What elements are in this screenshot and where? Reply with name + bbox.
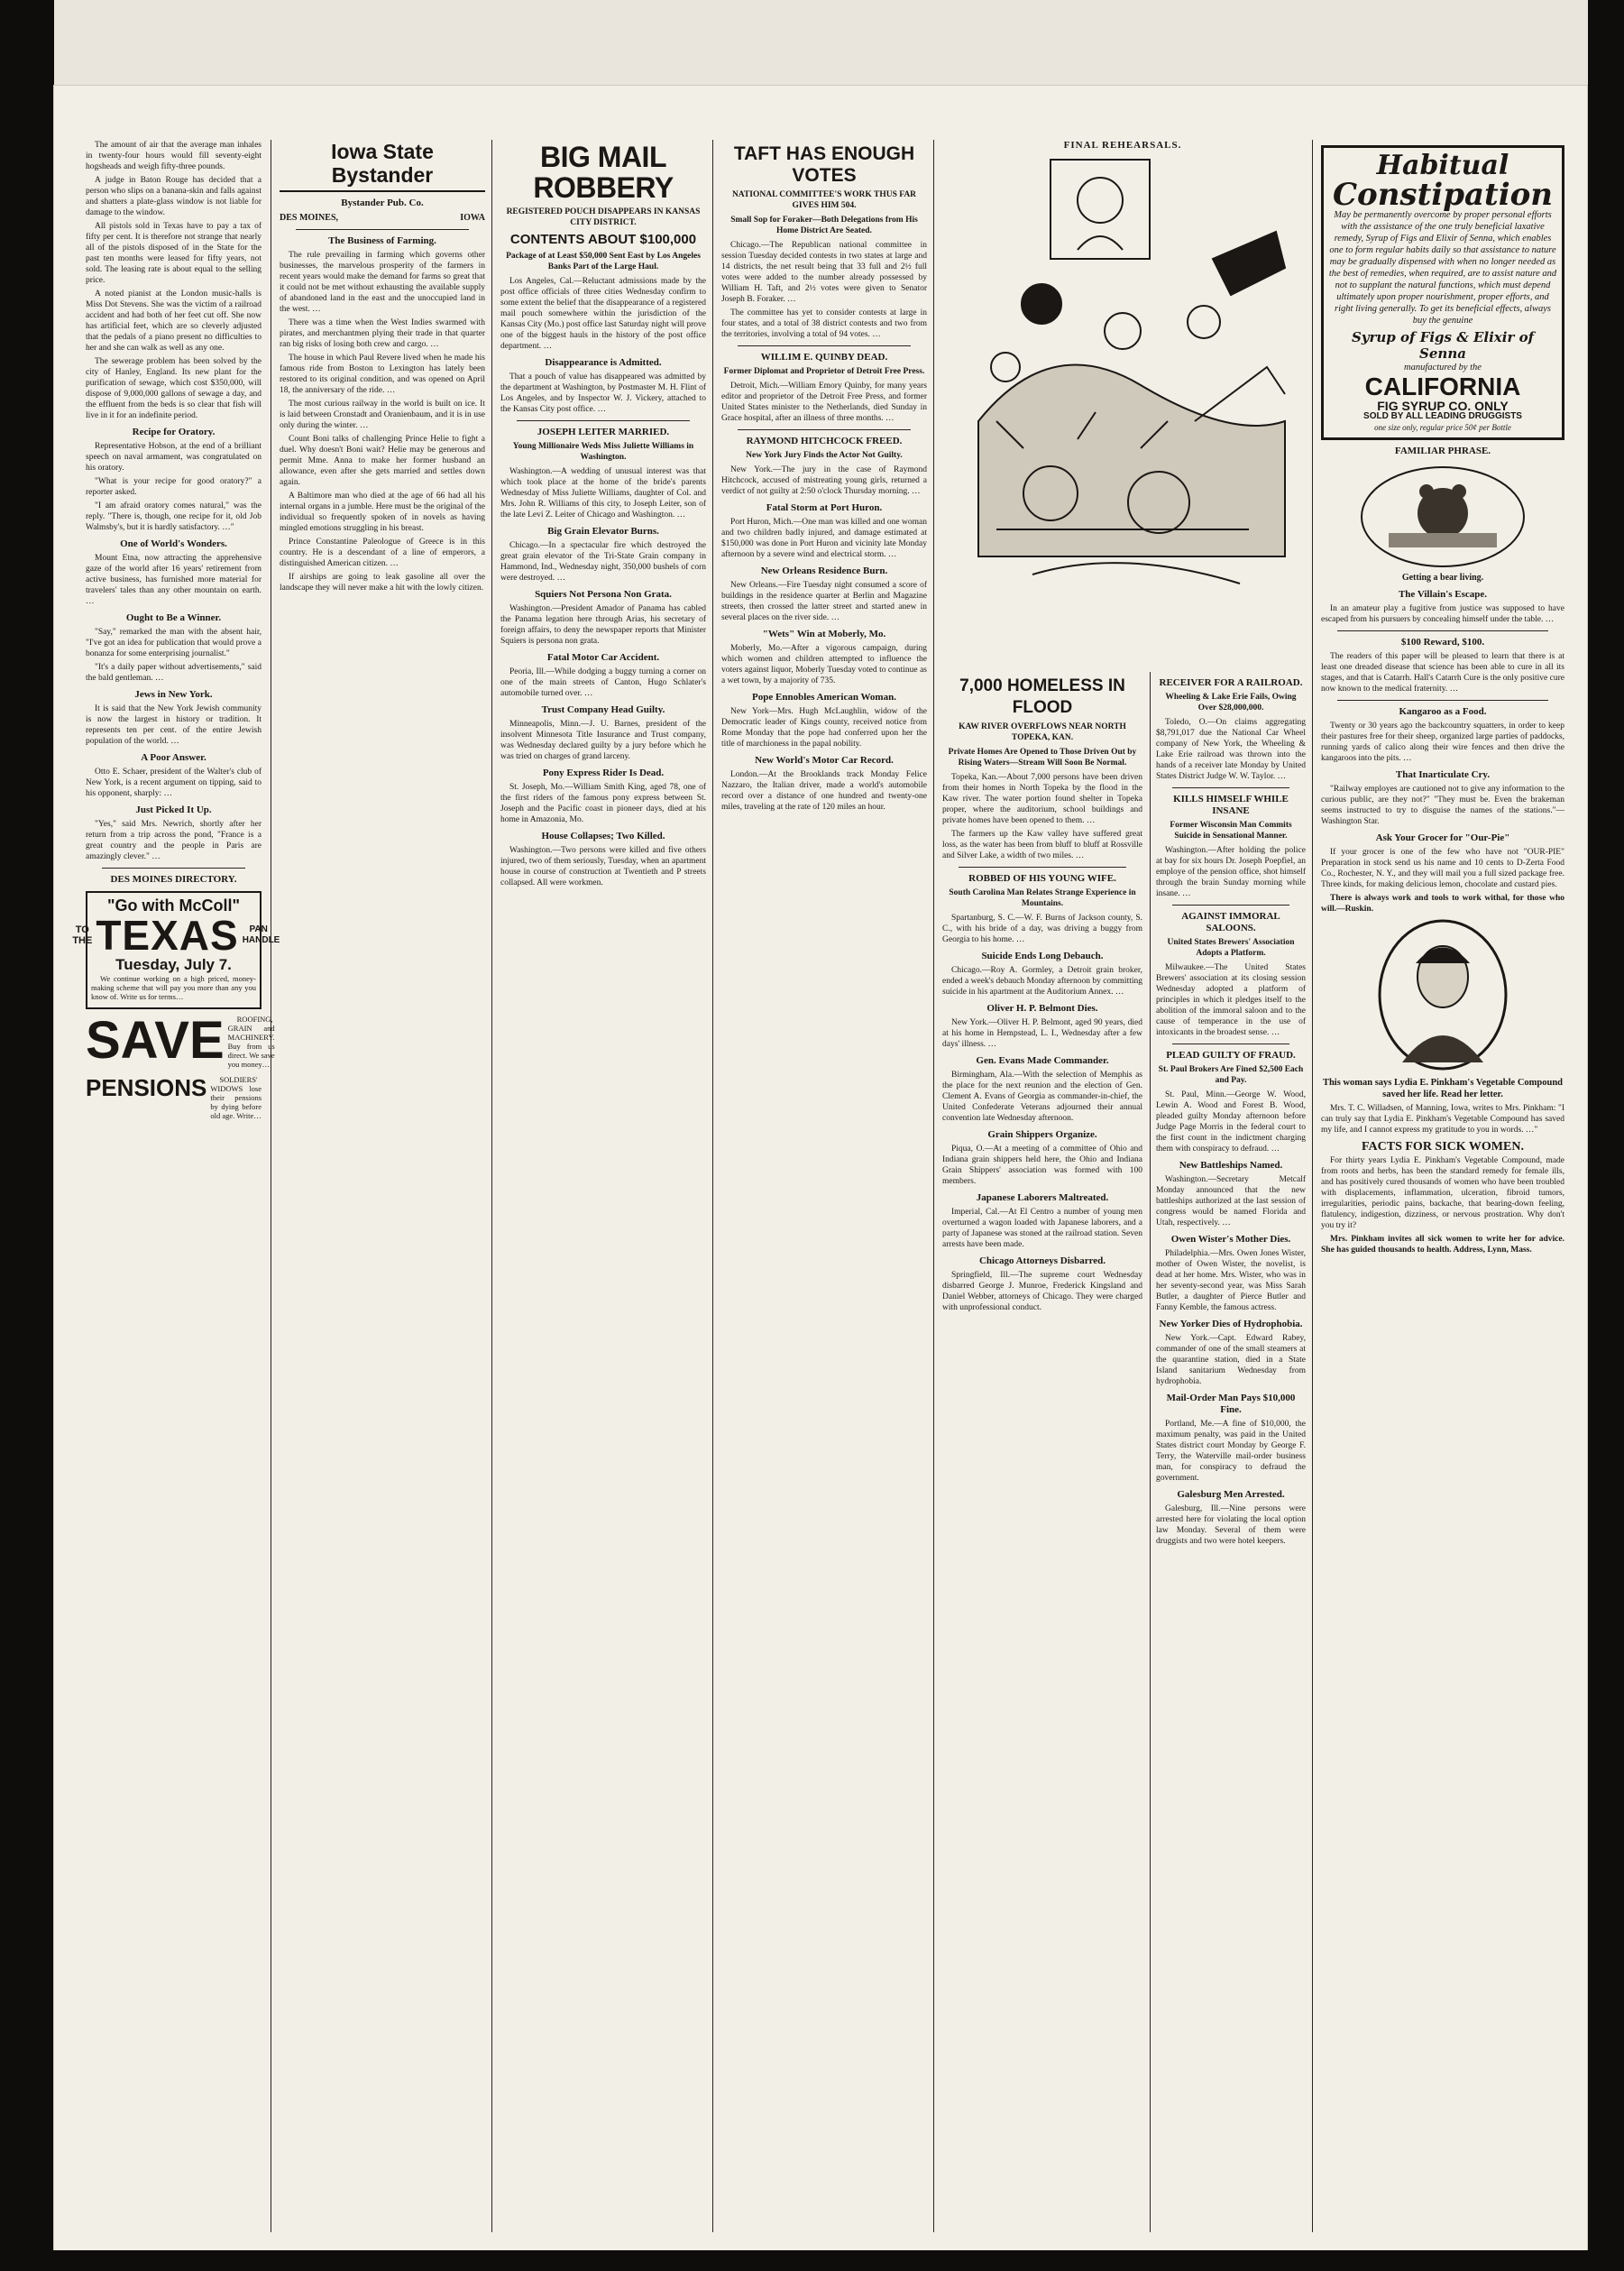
paragraph: Galesburg, Ill.—Nine persons were arrested here for violating the local option law Monday. Several of them were druggists and two were hotel keepers. <box>1156 1504 1306 1546</box>
headline-motor-accident: Fatal Motor Car Accident. <box>546 652 660 663</box>
headline-house-collapse: House Collapses; Two Killed. <box>541 831 665 841</box>
headline-recipe: Recipe for Oratory. <box>132 427 216 437</box>
headline-pinkham: This woman says Lydia E. Pinkham's Vegetable Compound saved her life. Read her letter. <box>1322 1078 1564 1099</box>
subhead: Young Millionaire Weds Miss Juliette Williams in Washington. <box>512 442 694 462</box>
separator <box>1337 700 1548 701</box>
paragraph: New York—Mrs. Hugh McLaughlin, widow of the Democratic leader of Kings county, received notice from Rome Monday that the pope had conferred upon her the title of marchioness in the papal nobility. <box>721 707 927 749</box>
paragraph: The rule prevailing in farming which governs other businesses, the marvelous prosperity of the farmers in recent years would make the demand for farms so great that it could not be met without exhausting the available supply of abandoned land in the east and the unoccupied land in the west. … <box>280 251 485 314</box>
paragraph: Topeka, Kan.—About 7,000 persons have been driven from their homes in North Topeka by the flood in the Kaw river. The water portion found shelter in Topeka proper, where the auditorium, school buildings and private homes have been opened to them. … <box>942 773 1142 825</box>
separator <box>1172 905 1289 906</box>
headline-familiar-phrase: FAMILIAR PHRASE. <box>1394 446 1491 456</box>
headline-wister: Owen Wister's Mother Dies. <box>1170 1234 1291 1245</box>
ad-sold: SOLD BY ALL LEADING DRUGGISTS <box>1363 411 1522 421</box>
headline-galesburg: Galesburg Men Arrested. <box>1177 1489 1285 1500</box>
subhead: Wheeling & Lake Erie Fails, Owing Over $28,000,000. <box>1165 693 1297 713</box>
subhead: Small Sop for Foraker—Both Delegations from His Home District Are Seated. <box>730 216 918 235</box>
paragraph: The farmers up the Kaw valley have suffered great loss, as the water has been from bluff to bluff at Rossville and Silver Lake, a width of two miles. … <box>942 830 1142 860</box>
paragraph: Washington.—Secretary Metcalf Monday announced that the new battleships authorized at the last session of congress would be named Florida and Utah, respectively. … <box>1156 1175 1306 1227</box>
paragraph: There was a time when the West Indies swarmed with pirates, and merchantmen plying their trade in that quarter ran big risks of losing both crew and cargo. … <box>280 318 485 349</box>
portrait-illustration <box>1375 918 1510 1071</box>
headline-receiver: RECEIVER FOR A RAILROAD. <box>1159 677 1303 688</box>
headline-japanese: Japanese Laborers Maltreated. <box>976 1192 1109 1203</box>
paragraph: For thirty years Lydia E. Pinkham's Vegetable Compound, made from roots and herbs, has been the standard remedy for female ills, and has positively cured thousands of women who have been troubled with displacements, inflammation, ulceration, fibroid tumors, irregularities, periodic pains, backache, that bearing-down feeling, flatulency, indigestion, dizziness, or nervous prostration. Why don't you try it? <box>1321 1156 1564 1230</box>
paragraph: Minneapolis, Minn.—J. U. Barnes, president of the insolvent Minnesota Title Insurance and Trust company, was Wednesday declared guilty by a jury before which he was tried on charges of grand larceny. <box>500 720 706 761</box>
paragraph: Washington.—A wedding of unusual interest was that which took place at the home of the bride's parents Wednesday of Miss Juliette Williams, daughter of Col. and Mrs. John R. Williams of this city, to Joseph Leiter, son of the late Levi Z. Leiter of Chicago and Washington. … <box>500 467 706 519</box>
paragraph: The sewerage problem has been solved by the city of Hanley, England. Its new plant for the purification of sewage, which cost $350,000, will dispose of 9,000,000 gallons of sewage a day, and the effluent from the beds is so clear that fish will live in it for an indefinite period. <box>86 357 261 420</box>
paragraph: It is said that the New York Jewish community is now the largest in history or tradition. It represents ten per cent. of the entire Jewish population of the world. … <box>86 704 261 746</box>
ad-price: one size only, regular price 50¢ per Bottle <box>1374 423 1511 432</box>
paragraph: Springfield, Ill.—The supreme court Wednesday disbarred George J. Munroe, Frederick Kingsland and Daniel Webber, attorneys of Chicago. They were charged with unprofessional conduct. <box>942 1271 1142 1312</box>
paragraph: Peoria, Ill.—While dodging a buggy turning a corner on one of the main streets of Canton, Hugo Schlater's automobile turned over. … <box>500 667 706 698</box>
page-edge-bottom <box>0 2250 1624 2271</box>
headline-pony-express: Pony Express Rider Is Dead. <box>542 768 665 778</box>
constipation-ad <box>1321 145 1564 440</box>
subhead: Private Homes Are Opened to Those Driven Out by Rising Waters—Stream Will Soon Be Normal. <box>948 748 1137 768</box>
texas-date: Tuesday, July 7. <box>115 956 232 973</box>
headline-kangaroo: Kangaroo as a Food. <box>1399 706 1487 717</box>
headline-suicide: Suicide Ends Long Debauch. <box>981 951 1104 961</box>
cartoon-illustration <box>942 151 1303 651</box>
headline-escape: The Villain's Escape. <box>1398 589 1488 600</box>
headline-new-orleans: New Orleans Residence Burn. <box>760 565 888 576</box>
paragraph: Washington.—After holding the police at bay for six hours Dr. Joseph Poepfiel, an employe of the pension office, shot himself through the brain Sunday morning while insane. … <box>1156 846 1306 898</box>
headline-hydrophobia: New Yorker Dies of Hydrophobia. <box>1159 1319 1303 1329</box>
paragraph: New York.—Oliver H. P. Belmont, aged 90 years, died at his home in Hempstead, L. I., Wednesday after a few days' illness. … <box>942 1018 1142 1049</box>
paragraph: Port Huron, Mich.—One man was killed and one woman and two children badly injured, and damage estimated at $150,000 was done in Port Huron and vicinity late Monday afternoon by a severe wind and electrical storm. … <box>721 518 927 559</box>
paragraph: Twenty or 30 years ago the backcountry squatters, in order to keep their pastures free for their sheep, organized large parties of paddocks, running yards of calico along their wire fences and then drive the kangaroos into the pits. … <box>1321 722 1564 763</box>
paragraph: London.—At the Brooklands track Monday Felice Nazzaro, the Italian driver, made a world's automobile record over a distance of one hundred and twenty-one miles, traveling at the rate of 120 miles an hour. <box>721 770 927 812</box>
newspaper-page <box>54 86 1587 2250</box>
headline-wets: "Wets" Win at Moberly, Mo. <box>762 629 886 639</box>
texas-body: We continue working on a high priced, money-making scheme that will pay you more than any you know of. Write us for terms… <box>91 974 256 1001</box>
ad-title-constipation: Constipation <box>1332 177 1554 213</box>
paragraph: If your grocer is one of the few who have not "OUR-PIE" Preparation in stock send us his name and 10 cents to D-Zerta Food Co., Rochester, N. Y., and they will mail you a full sized package free. Three kinds, for making delicious lemon, chocolate and custard pies. <box>1321 848 1564 889</box>
paragraph: New Orleans.—Fire Tuesday night consumed a score of buildings in the residence quarter at Berlin and Magazine streets, then crossed the latter street and started anew in several places on the river side. … <box>721 581 927 622</box>
separator <box>959 867 1126 868</box>
separator <box>102 868 245 869</box>
headline-jews: Jews in New York. <box>134 689 213 700</box>
headline-quinby: WILLIM E. QUINBY DEAD. <box>760 352 888 363</box>
separator <box>738 429 911 430</box>
texas-word: TEXAS <box>96 912 239 959</box>
bear-illustration <box>1353 461 1533 569</box>
separator <box>296 229 469 230</box>
paragraph: Mrs. Pinkham invites all sick women to write her for advice. She has guided thousands to health. Address, Lynn, Mass. <box>1321 1235 1564 1255</box>
state: IOWA <box>460 213 485 223</box>
save-body: ROOFING, GRAIN and MACHINERY. Buy from us direct. We save you money… <box>227 1015 275 1069</box>
cartoon <box>942 140 1303 658</box>
separator <box>738 345 911 346</box>
ad-title-habitual: Habitual <box>1376 150 1509 181</box>
paragraph: Otto E. Schaer, president of the Walter's club of New York, is a recent argument on tipping, said to his opponent, sharply: … <box>86 768 261 798</box>
publisher: Bystander Pub. Co. <box>341 198 424 208</box>
headline-pie: Ask Your Grocer for "Our-Pie" <box>1375 832 1510 843</box>
headline-pope: Pope Ennobles American Woman. <box>752 692 896 703</box>
bear-caption: Getting a bear living. <box>1401 573 1484 583</box>
paragraph: "What is your recipe for good oratory?" a reporter asked. <box>86 477 261 497</box>
paragraph: "Say," remarked the man with the absent hair, "I've got an idea for publication that would prove a bonanza for some enterprising journalist." <box>86 628 261 658</box>
headline-saloons: AGAINST IMMORAL SALOONS. <box>1181 911 1280 933</box>
subhead: South Carolina Man Relates Strange Experience in Mountains. <box>949 888 1136 908</box>
ad-company: FIG SYRUP CO. ONLY <box>1377 399 1509 413</box>
subhead: NATIONAL COMMITTEE'S WORK THUS FAR GIVES HIM 504. <box>731 190 917 210</box>
column-6 <box>1156 672 1306 2232</box>
save-word: SAVE <box>86 1011 225 1070</box>
headline-cry: That Inarticulate Cry. <box>1395 769 1491 780</box>
paragraph: If airships are going to leak gasoline all over the landscape they will never make a hit with the lowly citizen. <box>280 573 485 593</box>
paragraph: The committee has yet to consider contests at large in four states, and a total of 38 district contests and two from the territories, involving a total of 94 votes. … <box>721 308 927 339</box>
paragraph: "I am afraid oratory comes natural," was the reply. "There is, though, one recipe for it, old Job Walmsby's, but it is hardly satisfactory. …" <box>86 501 261 532</box>
headline-mail-robbery: BIG MAIL ROBBERY <box>533 141 674 204</box>
headline-wonders: One of World's Wonders. <box>120 538 227 549</box>
mccoll-slogan: "Go with McColl" <box>106 896 241 915</box>
paragraph: Detroit, Mich.—William Emory Quinby, for many years editor and proprietor of the Detroit Free Press, and former United States minister to the Netherlands, died Sunday in Grace hospital, after an illness of three months. … <box>721 382 927 423</box>
paragraph: Chicago.—In a spectacular fire which destroyed the great grain elevator of the Tri-State Grain company in Hammond, Ind., Wednesday night, 350,000 bushels of corn were destroyed. … <box>500 541 706 583</box>
directory-heading: DES MOINES DIRECTORY. <box>110 874 237 885</box>
column-rule <box>1150 672 1151 2232</box>
page-edge-right <box>1588 0 1624 2271</box>
subhead: KAW RIVER OVERFLOWS NEAR NORTH TOPEKA, KAN. <box>959 722 1126 742</box>
column-1 <box>72 140 280 2232</box>
paragraph: "Railway employes are cautioned not to give any information to the curious public, are they not?" "They must be. Even the brakeman seems instructed to try to disguise the names of the stations."—Washington Star. <box>1321 785 1564 826</box>
headline-motor-record: New World's Motor Car Record. <box>755 755 894 766</box>
paragraph: Philadelphia.—Mrs. Owen Jones Wister, mother of Owen Wister, the novelist, is dead at her home. Mrs. Wister, who was in her seventy-second year, was Miss Sarah Butler, a daughter of Pierce Butler and Fanny Kemble, the famous actress. <box>1156 1249 1306 1312</box>
paragraph: Mount Etna, now attracting the apprehensive gaze of the world after 16 years' retirement from active business, has furnished more material for travelers' tales than any other mountain on earth. … <box>86 554 261 606</box>
paragraph: Birmingham, Ala.—With the selection of Memphis as the place for the next reunion and the election of Gen. Clement A. Evans of Georgia as commander-in-chief, the United Confederate Veterans adjourned their annual convention late Wednesday afternoon. <box>942 1071 1142 1123</box>
headline-facts: FACTS FOR SICK WOMEN. <box>1362 1140 1524 1154</box>
paragraph: In an amateur play a fugitive from justice was supposed to have escaped from his pursuers by concealing himself under the table. … <box>1321 604 1564 624</box>
headline-attorneys: Chicago Attorneys Disbarred. <box>978 1255 1106 1266</box>
subhead: Former Wisconsin Man Commits Suicide in Sensational Manner. <box>1170 821 1292 841</box>
ad-california: CALIFORNIA <box>1364 372 1521 400</box>
column-4 <box>721 140 927 2232</box>
page-edge-left <box>0 0 54 2271</box>
paragraph: "Yes," said Mrs. Newrich, shortly after her return from a trip across the pond, "France is a great country and the people in Paris are amazingly clever." … <box>86 820 261 861</box>
pensions-word: PENSIONS <box>86 1074 207 1101</box>
paragraph: Count Boni talks of challenging Prince Helie to fight a duel. Why doesn't Boni wait? Helie may be generous and permit Mme. Anna to make her former husband an allowance, even after she gets married and settles down again. <box>280 435 485 487</box>
column-rule <box>933 140 934 2232</box>
headline-winner: Ought to Be a Winner. <box>125 612 222 623</box>
paragraph: The amount of air that the average man inhales in twenty-four hours would fill seventy-eight hogsheads and weigh fifty-three pounds. <box>86 141 261 171</box>
headline-elevator: Big Grain Elevator Burns. <box>547 526 659 537</box>
subhead: Package of at Least $50,000 Sent East by Los Angeles Banks Part of the Large Haul. <box>506 252 701 271</box>
headline-leiter: JOSEPH LEITER MARRIED. <box>537 427 670 437</box>
headline-reward: $100 Reward, $100. <box>1400 637 1485 648</box>
column-7 <box>1321 140 1564 2232</box>
ad-product: Syrup of Figs & Elixir of Senna <box>1351 329 1535 362</box>
texas-to: TO THE <box>72 924 93 946</box>
paragraph: The readers of this paper will be pleased to learn that there is at least one dreaded disease that science has been able to cure in all its stages, and that is Catarrh. Hall's Catarrh Cure is the only positive cure now known to the medical fraternity. … <box>1321 652 1564 694</box>
headline-squiers: Squiers Not Persona Non Grata. <box>535 589 672 600</box>
column-3 <box>500 140 706 2232</box>
paragraph: Washington.—President Amador of Panama has cabled the Panama legation here through Arias, his secretary of foreign affairs, to deny the newspaper reports that Minister Squiers is persona non grata. <box>500 604 706 646</box>
headline-robbed: ROBBED OF HIS YOUNG WIFE. <box>968 873 1116 884</box>
paragraph: Milwaukee.—The United States Brewers' association at its closing session Wednesday adopted a platform of principles in which it pledges itself to the abolition of the immoral saloon and to the cause of temperance in the use of intoxicants in the broadest sense. … <box>1156 963 1306 1037</box>
paragraph: All pistols sold in Texas have to pay a tax of fifty per cent. It is therefore not strange that nearly all of the pistols disposed of in the State for the past ten months were leased for fifty years, not sold. The leasing rate is about equal to the selling price. <box>86 222 261 285</box>
subhead: Former Diplomat and Proprietor of Detroit Free Press. <box>723 367 925 376</box>
ruskin-quote: There is always work and tools to work withal, for those who will.—Ruskin. <box>1321 894 1564 914</box>
paragraph: New York.—Capt. Edward Rabey, commander of one of the small steamers at the quarantine station, died in a State Island sanitarium Wednesday from hydrophobia. <box>1156 1334 1306 1386</box>
paragraph: A Baltimore man who died at the age of 66 had all his internal organs in a jumble. Here must be the original of the individual so frequently spoken of in novels as having mingled emotions struggling in his breast. <box>280 492 485 533</box>
separator <box>517 420 690 421</box>
column-rule <box>491 140 492 2232</box>
headline-battleships: New Battleships Named. <box>1179 1160 1283 1171</box>
city: DES MOINES, <box>280 213 339 223</box>
paragraph: That a pouch of value has disappeared was admitted by the department at Washington, by Postmaster M. H. Flint of Los Angeles, and by Inspector W. J. Vickery, attached to the Kansas City post office. … <box>500 372 706 414</box>
paragraph: Representative Hobson, at the end of a brilliant speech on naval armament, was congratulated on his oratory. <box>86 442 261 473</box>
subhead: New York Jury Finds the Actor Not Guilty. <box>746 451 903 460</box>
pensions-body: SOLDIERS' WIDOWS lose their pensions by dying before old age. Write… <box>210 1075 261 1120</box>
texas-panhandle: PAN HANDLE <box>242 924 280 945</box>
headline-hitchcock: RAYMOND HITCHCOCK FREED. <box>746 436 903 446</box>
headline-trust: Trust Company Head Guilty. <box>541 704 665 715</box>
headline-farming: The Business of Farming. <box>328 235 436 246</box>
paragraph: Toledo, O.—On claims aggregating $8,791,017 due the National Car Wheel company of New York, the Wheeling & Lake Erie railroad was thrown into the hands of a receiver late Monday by United States District Judge W. W. Taylor. … <box>1156 718 1306 781</box>
headline-evans: Gen. Evans Made Commander. <box>976 1055 1109 1066</box>
paragraph: "It's a daily paper without advertisements," said the bald gentleman. … <box>86 663 261 683</box>
headline-mail-order: Mail-Order Man Pays $10,000 Fine. <box>1166 1393 1296 1415</box>
paragraph: St. Joseph, Mo.—William Smith King, aged 78, one of the first riders of the famous pony express between St. Joseph and the Pacific coast in pioneer days, died at his home in Amazonia, Mo. <box>500 783 706 824</box>
headline-fraud: PLEAD GUILTY OF FRAUD. <box>1166 1050 1296 1061</box>
ad-body: May be permanently overcome by proper personal efforts with the assistance of the one truly beneficial laxative remedy, Syrup of Figs and Elixir of Senna, which enables one to form regular habits daily so that assistance to nature may be gradually dispensed with when no longer needed as the best of remedies, when required, are to assist nature and not to supplant the natural functions, which must depend ultimately upon proper nourishment, proper efforts, and right living generally. To get its beneficial effects, always buy the genuine <box>1328 210 1557 326</box>
paragraph: Chicago.—Roy A. Gormley, a Detroit grain broker, ended a week's debauch Monday afternoon by committing suicide in his apartment at the Auditorium Annex. … <box>942 966 1142 997</box>
headline-grain: Grain Shippers Organize. <box>987 1129 1097 1140</box>
paragraph: Moberly, Mo.—After a vigorous campaign, during which women and children attempted to influence the voters against liquor, Moberly Tuesday voted to continue as a wet town, by a majority of 735. <box>721 644 927 685</box>
headline-answer: A Poor Answer. <box>141 752 206 763</box>
subhead: United States Brewers' Association Adopts a Platform. <box>1167 938 1295 958</box>
separator <box>1172 787 1289 788</box>
paragraph: St. Paul, Minn.—George W. Wood, Lewin A. Wood and Forest B. Wood, pleaded guilty Monday afternoon before Judge Page Morris in the federal court to the first count in the indictment charging them with conspiracy to defraud. … <box>1156 1090 1306 1154</box>
texas-ad <box>72 891 280 1009</box>
column-5 <box>942 672 1142 2232</box>
headline-storm: Fatal Storm at Port Huron. <box>766 502 883 513</box>
headline-taft: TAFT HAS ENOUGH VOTES <box>733 143 915 186</box>
paragraph: A judge in Baton Rouge has decided that a person who slips on a banana-skin and falls against and shatters a plate-glass window is not liable for damage to the window. <box>86 176 261 217</box>
ad-mfg: manufactured by the <box>1404 363 1482 372</box>
paragraph: Mrs. T. C. Willadsen, of Manning, Iowa, writes to Mrs. Pinkham: "I can truly say that Lydia E. Pinkham's Vegetable Compound has saved my life, and I cannot express my gratitude to you in words. …" <box>1321 1104 1564 1135</box>
paragraph: Imperial, Cal.—At El Centro a number of young men overturned a wagon loaded with Japanese laborers, and a party of Japanese was stoned at the railroad station. Seven arrests have been made. <box>942 1208 1142 1249</box>
subhead-contents: CONTENTS ABOUT $100,000 <box>509 232 697 247</box>
paragraph: The most curious railway in the world is built on ice. It is laid between Cronstadt and Oranienbaum, and it is in use only during the winter. … <box>280 400 485 430</box>
headline-flood: 7,000 HOMELESS IN FLOOD <box>959 676 1125 717</box>
column-2 <box>280 140 485 2232</box>
paragraph: Chicago.—The Republican national committee in session Tuesday decided contests in two states at large and 14 districts, the net result being that 33 full and 2½ full votes were added to the number already possessed by William H. Taft, and 2½ votes were given to Senator Joseph B. Foraker. … <box>721 241 927 304</box>
headline-belmont: Oliver H. P. Belmont Dies. <box>986 1003 1098 1014</box>
headline-picked: Just Picked It Up. <box>135 805 212 815</box>
subhead: St. Paul Brokers Are Fined $2,500 Each and Pay. <box>1158 1065 1304 1085</box>
paragraph: The house in which Paul Revere lived when he made his famous ride from Boston to Lexington has lately been restored to its original condition, and was opened on April 18, the anniversary of the ride. … <box>280 354 485 395</box>
paragraph: New York.—The jury in the case of Raymond Hitchcock, accused of mistreating young girls, returned a verdict of not guilty at 2:50 o'clock Thursday morning. … <box>721 465 927 496</box>
headline-insane: KILLS HIMSELF WHILE INSANE <box>1173 794 1289 816</box>
paragraph: Piqua, O.—At a meeting of a committee of Ohio and Indiana grain shippers held here, the Ohio and Indiana Grain Shippers' association was formed with 100 members. <box>942 1145 1142 1186</box>
masthead: Iowa State Bystander <box>280 140 485 192</box>
dateline-row <box>280 213 485 224</box>
paragraph: Portland, Me.—A fine of $10,000, the maximum penalty, was paid in the United States district court Monday by George F. Terry, the Waterville mail-order business man, for conspiracy to defraud the government. <box>1156 1420 1306 1483</box>
paragraph: Los Angeles, Cal.—Reluctant admissions made by the post office officials of three cities Wednesday confirm to some extent the belief that the disappearance of a registered mail pouch somewhere within the jurisdiction of the Kansas City (Mo.) post office last Saturday night will prove one of the biggest hauls in the history of the post office department. … <box>500 277 706 351</box>
cartoon-title: FINAL REHEARSALS. <box>1063 140 1182 151</box>
headline-disappearance: Disappearance is Admitted. <box>545 357 662 368</box>
column-rule <box>1312 140 1313 2232</box>
column-rule <box>712 140 713 2232</box>
paragraph: Washington.—Two persons were killed and five others injured, two of them seriously, Tuesday, when an apartment house in course of construction at Twentieth and P streets collapsed. All were workmen. <box>500 846 706 887</box>
paragraph: Spartanburg, S. C.—W. F. Burns of Jackson county, S. C., with his bride of a day, was driving a buggy from Georgia to his home. … <box>942 914 1142 944</box>
separator <box>1337 630 1548 631</box>
paragraph: A noted pianist at the London music-halls is Miss Dot Stevens. She was the victim of a railroad accident and had both of her feet cut off. She now has artificial feet, which are so cleverly adjusted that the pedals of a piano present no difficulties to her and she can walk as well as any one. <box>86 290 261 353</box>
subhead: REGISTERED POUCH DISAPPEARS IN KANSAS CITY DISTRICT. <box>506 207 701 227</box>
cartoon-figure-hat <box>1022 284 1061 324</box>
paragraph: Prince Constantine Paleologue of Greece is in this country. He is a descendant of a line of emperors, a distinguished American citizen. … <box>280 538 485 568</box>
cartoon-portrait-frame <box>1051 160 1150 259</box>
